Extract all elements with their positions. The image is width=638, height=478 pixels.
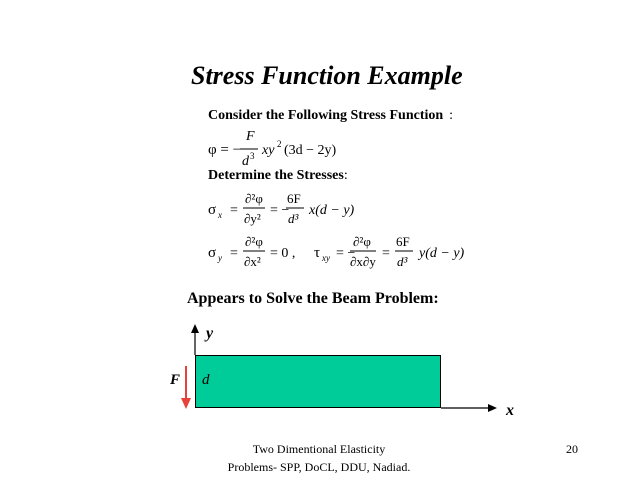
sigma-y-symbol: σ [208, 245, 217, 261]
sigma-x-den1: ∂y² [244, 211, 261, 226]
determine-text: Determine the Stresses [208, 168, 344, 183]
sigma-y-den1: ∂x² [244, 254, 261, 269]
sigma-x-eq1: = [230, 203, 238, 218]
footer-line1: Two Dimentional Elasticity [252, 442, 386, 456]
sigma-x-den2: d³ [288, 211, 299, 226]
tau-eq3: = [382, 246, 390, 261]
phi-den: d [242, 154, 249, 169]
determine-colon: : [343, 168, 348, 183]
force-arrow [181, 366, 191, 409]
sigma-x-eqmid: = − [270, 203, 290, 218]
sigma-y-num1: ∂²φ [245, 234, 263, 249]
sigma-y-tau-equation [208, 234, 465, 269]
tau-symbol: τ [314, 245, 321, 261]
tau-den3: d³ [397, 254, 408, 269]
sigma-x-sub: x [218, 210, 222, 220]
sigma-y-result: = 0 , [270, 246, 296, 261]
sigma-y-sub: y [218, 253, 222, 263]
tau-tail: y(d − y) [419, 246, 465, 261]
page-number: 20 [566, 442, 578, 456]
sigma-x-num2: 6F [287, 191, 301, 206]
x-axis-arrow [441, 404, 497, 412]
tau-sub: xy [322, 253, 330, 263]
sigma-y-eq1: = [230, 246, 238, 261]
tau-den2: ∂x∂y [350, 254, 376, 269]
force-label: F [170, 372, 181, 388]
tau-num3: 6F [396, 234, 410, 249]
beam-statement: Appears to Solve the Beam Problem: [187, 290, 439, 307]
intro-colon: : [449, 108, 454, 123]
sigma-x-num1: ∂²φ [245, 191, 263, 206]
determine-line [208, 168, 348, 184]
x-axis-label: x [506, 402, 514, 419]
phi-lhs: φ = − [208, 142, 242, 158]
sigma-x-tail: x(d − y) [309, 203, 355, 218]
intro-text: Consider the Following Stress Function [208, 108, 444, 123]
phi-num: F [246, 129, 255, 144]
phi-tail-xy: xy [262, 143, 275, 158]
slide-title: Stress Function Example [191, 61, 463, 90]
tau-eq2: = − [336, 246, 356, 261]
footer-line2: Problems- SPP, DoCL, DDU, Nadiad. [227, 460, 411, 474]
phi-tail-exp: 2 [277, 139, 282, 149]
sigma-x-symbol: σ [208, 202, 217, 218]
depth-label: d [202, 372, 210, 388]
footer [0, 440, 638, 476]
phi-equation [208, 129, 337, 169]
tau-num2: ∂²φ [353, 234, 371, 249]
beam-rectangle [195, 355, 441, 408]
phi-den-exp: 3 [250, 151, 255, 161]
y-axis-arrow [191, 324, 199, 355]
y-axis-label: y [206, 325, 214, 342]
phi-tail-rest: (3d − 2y) [284, 143, 337, 158]
sigma-x-equation [208, 191, 355, 226]
